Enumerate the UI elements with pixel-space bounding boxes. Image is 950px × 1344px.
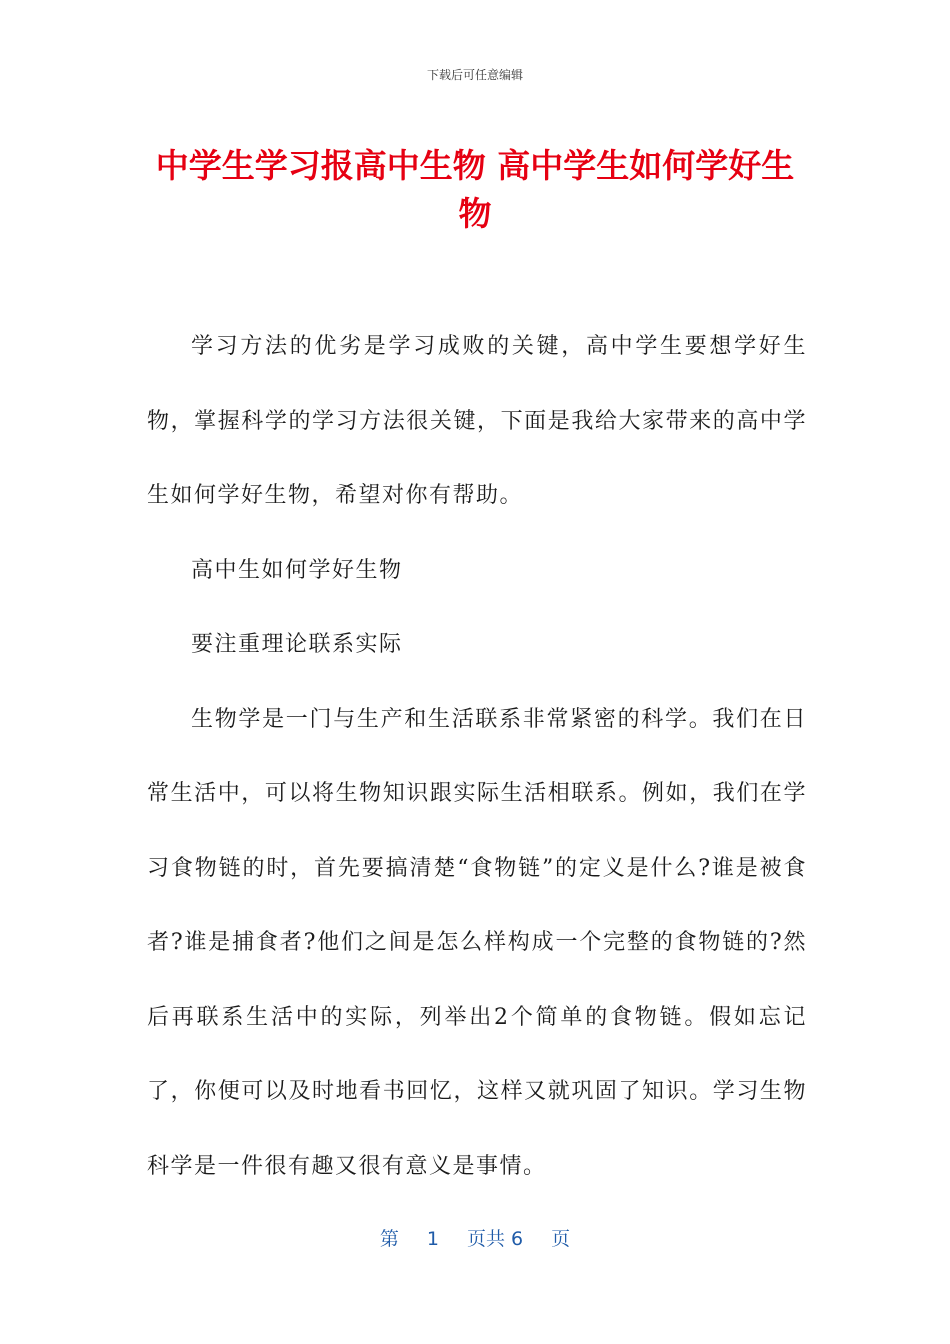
- document-title: 中学生学习报高中生物 高中学生如何学好生物: [155, 146, 795, 233]
- document-body: [147, 310, 807, 1204]
- footer-page-total: 6: [511, 1228, 524, 1250]
- page-footer: [0, 1224, 950, 1251]
- footer-page-suffix: 页: [551, 1228, 571, 1250]
- header-note: 下载后可任意编辑: [426, 68, 523, 82]
- paragraph-body: 生物学是一门与生产和生活联系非常紧密的科学。我们在日常生活中，可以将生物知识跟实际生活相联系。例如，我们在学习食物链的时，首先要搞清楚“食物链”的定义是什么?谁是被食者?谁是捕食者?他们之间是怎么样构成一个完整的食物链的?然后再联系生活中的实际，列举出2个简单的食物链。假如忘记了，你便可以及时地看书回忆，这样又就巩固了知识。学习生物科学是一件很有趣又很有意义是事情。: [147, 706, 807, 1179]
- footer-page-middle: 页共: [466, 1228, 505, 1250]
- paragraph-intro: 学习方法的优劣是学习成败的关键，高中学生要想学好生物，掌握科学的学习方法很关键，下面是我给大家带来的高中学生如何学好生物，希望对你有帮助。: [147, 334, 807, 508]
- paragraph-heading: 高中生如何学好生物: [191, 557, 403, 583]
- footer-page-prefix: 第: [379, 1228, 399, 1250]
- footer-page-number: 1: [426, 1228, 439, 1250]
- paragraph-subheading: 要注重理论联系实际: [191, 632, 403, 657]
